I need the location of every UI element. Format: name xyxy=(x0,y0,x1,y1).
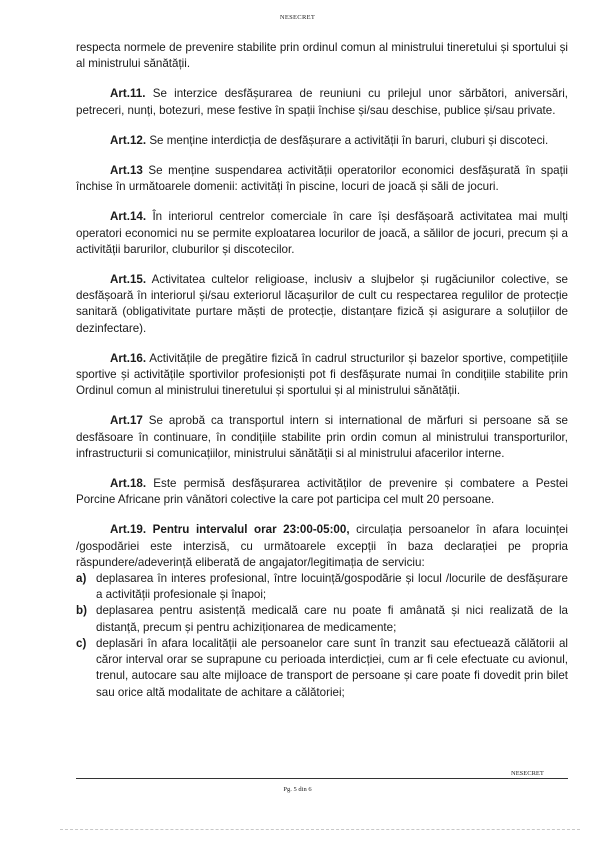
article-label: Art.19. xyxy=(110,523,147,537)
article-16 xyxy=(76,351,568,400)
article-label: Art.14. xyxy=(110,210,147,224)
article-label: Art.15. xyxy=(110,273,147,287)
list-item-a xyxy=(76,571,568,603)
document-body xyxy=(76,40,568,701)
page-number: Pg. 5 din 6 xyxy=(283,786,312,793)
article-13 xyxy=(76,163,568,195)
article-12 xyxy=(76,133,568,149)
list-item-b xyxy=(76,603,568,635)
header-classification: NESECRET xyxy=(279,14,316,21)
list-item-text: deplasări în afara localității ale persoanelor care sunt în tranzit sau efectuează călătorii al căror interval orar se suprapune cu perioada interdicției, cum ar fi cele efectuate cu avionul, trenul, autocare sau alte mijloace de transport de persoane și care poate fi dovedit prin bilet sau orice altă modalitate de achitare a călătoriei; xyxy=(96,636,568,699)
article-label: Art.11. xyxy=(110,87,146,101)
article-14 xyxy=(76,209,568,258)
article-text: Se menține suspendarea activității operatorilor economici desfășurată în spații închise în următoarele domenii: activități în piscine, locuri de joacă și săli de jocuri. xyxy=(76,164,568,194)
article-text: Activitățile de pregătire fizică în cadrul structurilor și bazelor sportive, competițiile sportive și activitățile sportivilor profesioniști pot fi desfășurate numai în condițiile stabilite prin Ordinul comun al ministrului tineretului și sportului și al ministrului sănătății. xyxy=(76,351,568,398)
footer-divider xyxy=(76,778,568,779)
article-label: Art.17 xyxy=(110,414,143,428)
list-item-text: deplasarea în interes profesional, între locuință/gospodărie și locul /locurile de desfășurare a activității profesionale și înapoi; xyxy=(96,572,568,602)
list-marker: b) xyxy=(76,604,87,618)
article-bold-text: Pentru intervalul orar 23:00-05:00, xyxy=(146,523,350,537)
intro-paragraph: respecta normele de prevenire stabilite prin ordinul comun al ministrului tineretului și sportului și al ministrului sănătății. xyxy=(76,41,568,71)
article-label: Art.16. xyxy=(110,351,147,365)
list-marker: a) xyxy=(76,572,87,586)
article-text: În interiorul centrelor comerciale în care își desfășoară activitatea mai mulți operatori economici nu se permite exploatarea locurilor de joacă, a sălilor de jocuri, precum și a activității barurilor, cluburilor și discotecilor. xyxy=(76,210,568,256)
article-text: Se aprobă ca transportul intern si international de mărfuri si persoane să se desfăsoare în continuare, în condițiile stabilite prin ordin comun al ministrului transporturilor, infrastructurii si comunicațiilor, ministrului sănătății si al ministrului afacerilor interne. xyxy=(76,414,568,460)
article-text: Activitatea cultelor religioase, inclusiv a slujbelor și rugăciunilor colective, se desfășoară în interiorul și/sau exteriorul lăcașurilor de cult cu respectarea regulilor de protecție sanitară (obligativitate purtare măști de protecție, distanțare fizică și asigurare a soluțiilor de dezinfectare). xyxy=(76,273,568,335)
article-18 xyxy=(76,476,568,508)
article-17 xyxy=(76,413,568,462)
article-label: Art.12. xyxy=(110,133,147,147)
article-label: Art.18. xyxy=(110,477,147,491)
list-item-text: deplasarea pentru asistență medicală care nu poate fi amânată și nici realizată de la distanță, precum și pentru achiziționarea de medicamente; xyxy=(96,604,568,634)
article-text: Se menține interdicția de desfășurare a activității în baruri, cluburi și discoteci. xyxy=(146,133,549,147)
scan-artifact-line xyxy=(60,829,580,830)
article-19 xyxy=(76,522,568,571)
article-text: Se interzice desfășurarea de reuniuni cu prilejul unor sărbători, aniversări, petreceri, nunți, botezuri, mese festive în spații închise și/sau deschise, publice și/sau private. xyxy=(76,87,568,117)
footer-classification: NESECRET xyxy=(511,770,544,777)
list-marker: c) xyxy=(76,636,87,650)
article-15 xyxy=(76,272,568,337)
list-item-c xyxy=(76,636,568,701)
article-text: Este permisă desfășurarea activităților de prevenire și combatere a Pestei Porcine Africane prin vânători colective la care pot participa cel mult 20 persoane. xyxy=(76,477,568,507)
article-11 xyxy=(76,86,568,118)
article-label: Art.13 xyxy=(110,164,143,178)
article-text: circulația persoanelor în afara locuinței /gospodăriei este interzisă, cu următoarele excepții în baza declarației pe propria răspundere/adeverință eliberată de angajator/legitimația de serviciu: xyxy=(76,523,568,569)
